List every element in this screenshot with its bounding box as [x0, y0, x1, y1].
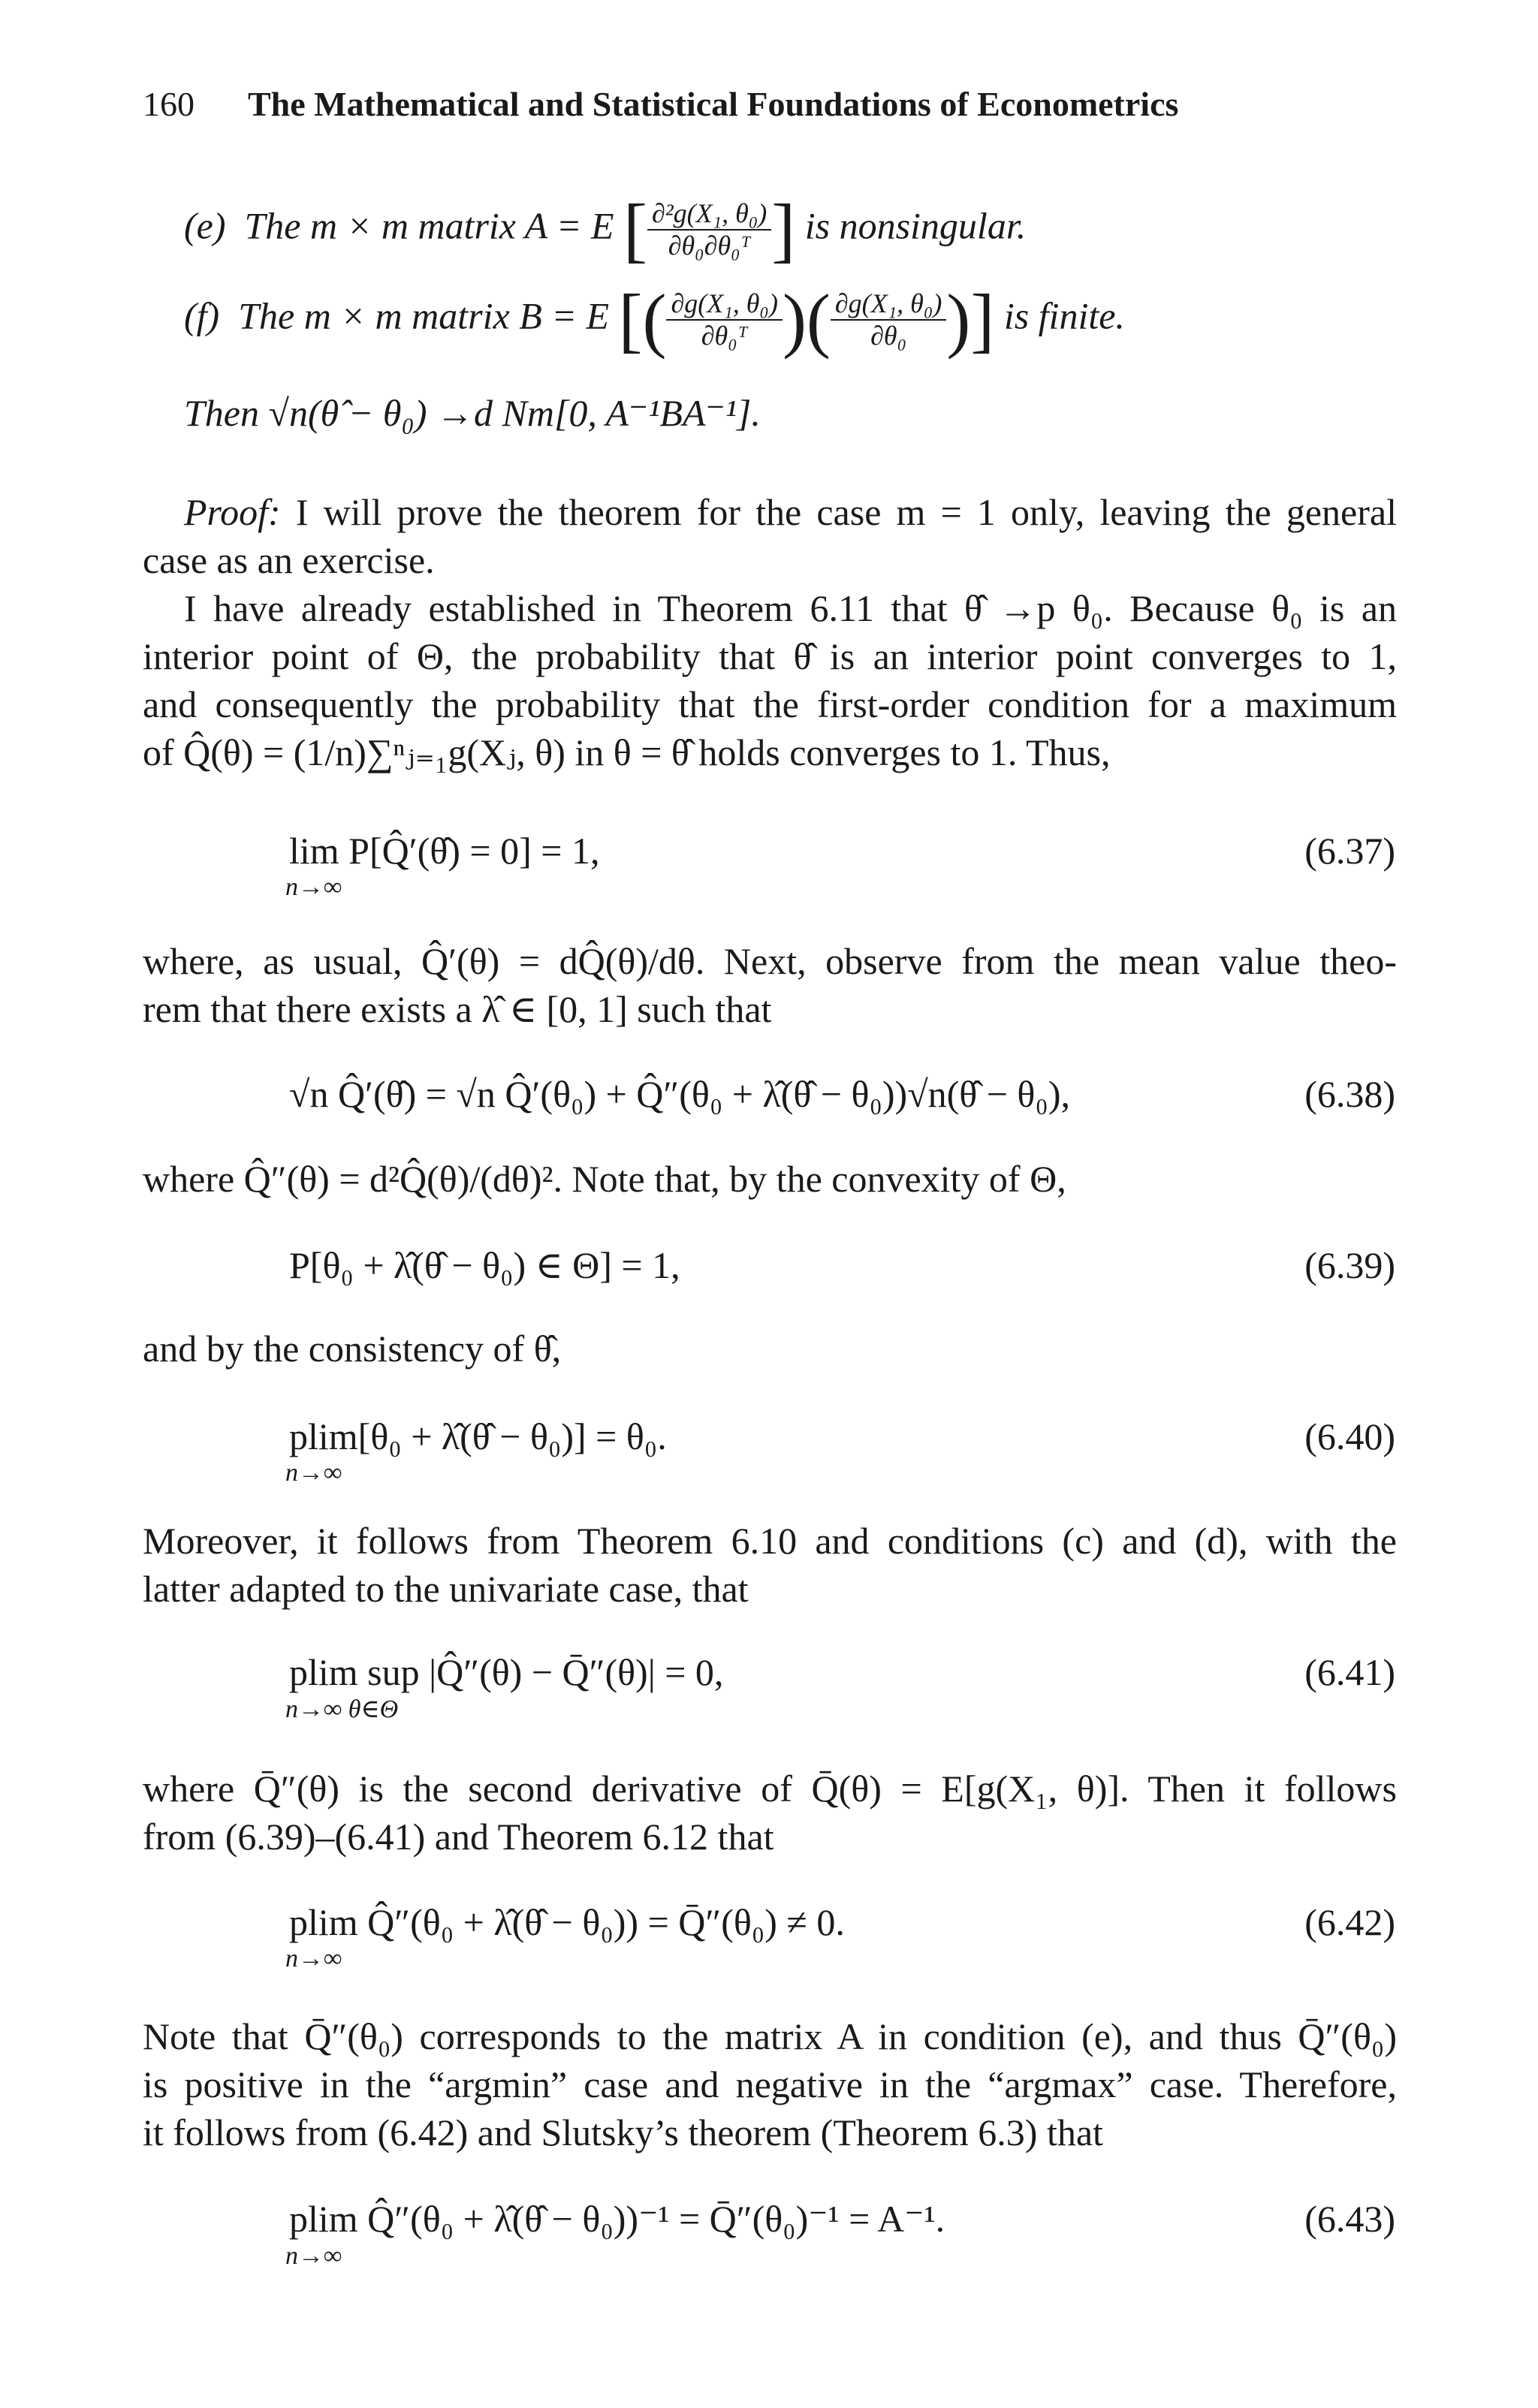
- equation-6-37: lim P[Q̂′(θ̂) = 0] = 1,: [289, 830, 600, 872]
- equation-6-43-limit: n→∞: [285, 2242, 342, 2270]
- page-number: 160: [143, 85, 195, 123]
- proof-paragraph: Proof: I will prove the theorem for the case m = 1 only, leaving the general case as an exercise.: [143, 491, 1397, 581]
- equation-6-40-limit: n→∞: [285, 1459, 342, 1487]
- equation-6-39: P[θ₀ + λ̂(θ̂ − θ₀) ∈ Θ] = 1,: [289, 1244, 680, 1286]
- paragraph-moreover: Moreover, it follows from Theorem 6.10 and conditions (c) and (d), with the latter adapted to the univariate case, that: [143, 1520, 1397, 1610]
- equation-number: (6.40): [1304, 1415, 1395, 1457]
- condition-f-fraction-1: $\frac{\text{∂g(X₁, θ₀)}}{\text{∂θ₀ᵀ}}$: [666, 288, 782, 352]
- condition-f-label: (f): [184, 294, 220, 337]
- equation-number: (6.42): [1304, 1901, 1395, 1943]
- paragraph-mean-value: where, as usual, Q̂′(θ) = dQ̂(θ)/dθ. Next, observe from the mean value theo- rem that there exists a λ̂ ∈ [0, 1] such that: [143, 940, 1397, 1030]
- condition-f: (f) The m × m matrix B = E [( $\frac{\text{∂g(X₁, θ₀)}}{\text{∂θ₀ᵀ}}$ )( $\frac{\text{∂g(X₁, θ₀)}}{\text{∂θ₀}}$ )] is finite.: [184, 279, 1125, 360]
- paragraph-consistency-of-theta: and by the consistency of θ̂,: [143, 1328, 562, 1370]
- condition-e-fraction: $\frac{\text{∂²g(X₁, θ₀)}}{\text{∂θ₀∂θ₀ᵀ}}$: [647, 198, 771, 262]
- equation-6-41: plim sup |Q̂″(θ) − Q̄″(θ)| = 0,: [289, 1651, 724, 1693]
- equation-6-43: plim Q̂″(θ₀ + λ̂(θ̂ − θ₀))⁻¹ = Q̄″(θ₀)⁻¹ = A⁻¹.: [289, 2198, 945, 2240]
- equation-number: (6.41): [1304, 1651, 1395, 1693]
- equation-number: (6.43): [1304, 2198, 1395, 2240]
- equation-6-42-limit: n→∞: [285, 1945, 342, 1973]
- condition-e-tail: is nonsingular.: [804, 204, 1027, 247]
- equation-6-38: √n Q̂′(θ̂) = √n Q̂′(θ₀) + Q̂″(θ₀ + λ̂(θ̂ − θ₀))√n(θ̂ − θ₀),: [289, 1073, 1070, 1115]
- equation-number: (6.38): [1304, 1073, 1395, 1115]
- condition-e-label: (e): [184, 204, 226, 247]
- equation-6-41-limit: n→∞ θ∈Θ: [285, 1695, 399, 1723]
- left-bracket: [: [623, 189, 647, 270]
- theorem-conclusion: Then √n(θ̂ − θ₀) →d Nm[0, A⁻¹BA⁻¹].: [184, 392, 761, 434]
- proof-lead: Proof:: [184, 491, 281, 533]
- running-title: The Mathematical and Statistical Foundations of Econometrics: [248, 85, 1179, 123]
- equation-6-40: plim[θ₀ + λ̂(θ̂ − θ₀)] = θ₀.: [289, 1415, 667, 1457]
- paragraph-convexity: where Q̂″(θ) = d²Q̂(θ)/(dθ)². Note that, by the convexity of Θ,: [143, 1158, 1066, 1200]
- paragraph-second-derivative: where Q̄″(θ) is the second derivative of Q̄(θ) = E[g(X₁, θ)]. Then it follows from (6.39)–(6.41) and Theorem 6.12 that: [143, 1768, 1397, 1858]
- condition-e: [184, 189, 1027, 270]
- equation-number: (6.39): [1304, 1244, 1395, 1286]
- condition-f-lead: The m × m matrix B = E: [238, 294, 610, 337]
- condition-e-lead: The m × m matrix A = E: [244, 204, 614, 247]
- right-bracket: ]: [771, 189, 796, 270]
- equation-6-37-limit: n→∞: [285, 873, 342, 901]
- condition-f-fraction-2: $\frac{\text{∂g(X₁, θ₀)}}{\text{∂θ₀}}$: [831, 288, 946, 352]
- equation-number: (6.37): [1304, 830, 1395, 872]
- equation-6-42: plim Q̂″(θ₀ + λ̂(θ̂ − θ₀)) = Q̄″(θ₀) ≠ 0.: [289, 1901, 845, 1943]
- paragraph-consistency: I have already established in Theorem 6.11 that θ̂ →p θ₀. Because θ₀ is an interior point of Θ, the probability that θ̂ is an interior point converges to 1, and consequently the probability that the first-order condition for a maximum of Q̂(θ) = (1/n)∑ⁿⱼ₌₁g(Xⱼ, θ) in θ = θ̂ holds converges to 1. Thus,: [143, 587, 1397, 773]
- paragraph-note-that: Note that Q̄″(θ₀) corresponds to the matrix A in condition (e), and thus Q̄″(θ₀) is positive in the “argmin” case and negative in the “argmax” case. Therefore, it follows from (6.42) and Slutsky’s theorem (Theorem 6.3) that: [143, 2015, 1397, 2153]
- condition-f-tail: is finite.: [1003, 294, 1125, 337]
